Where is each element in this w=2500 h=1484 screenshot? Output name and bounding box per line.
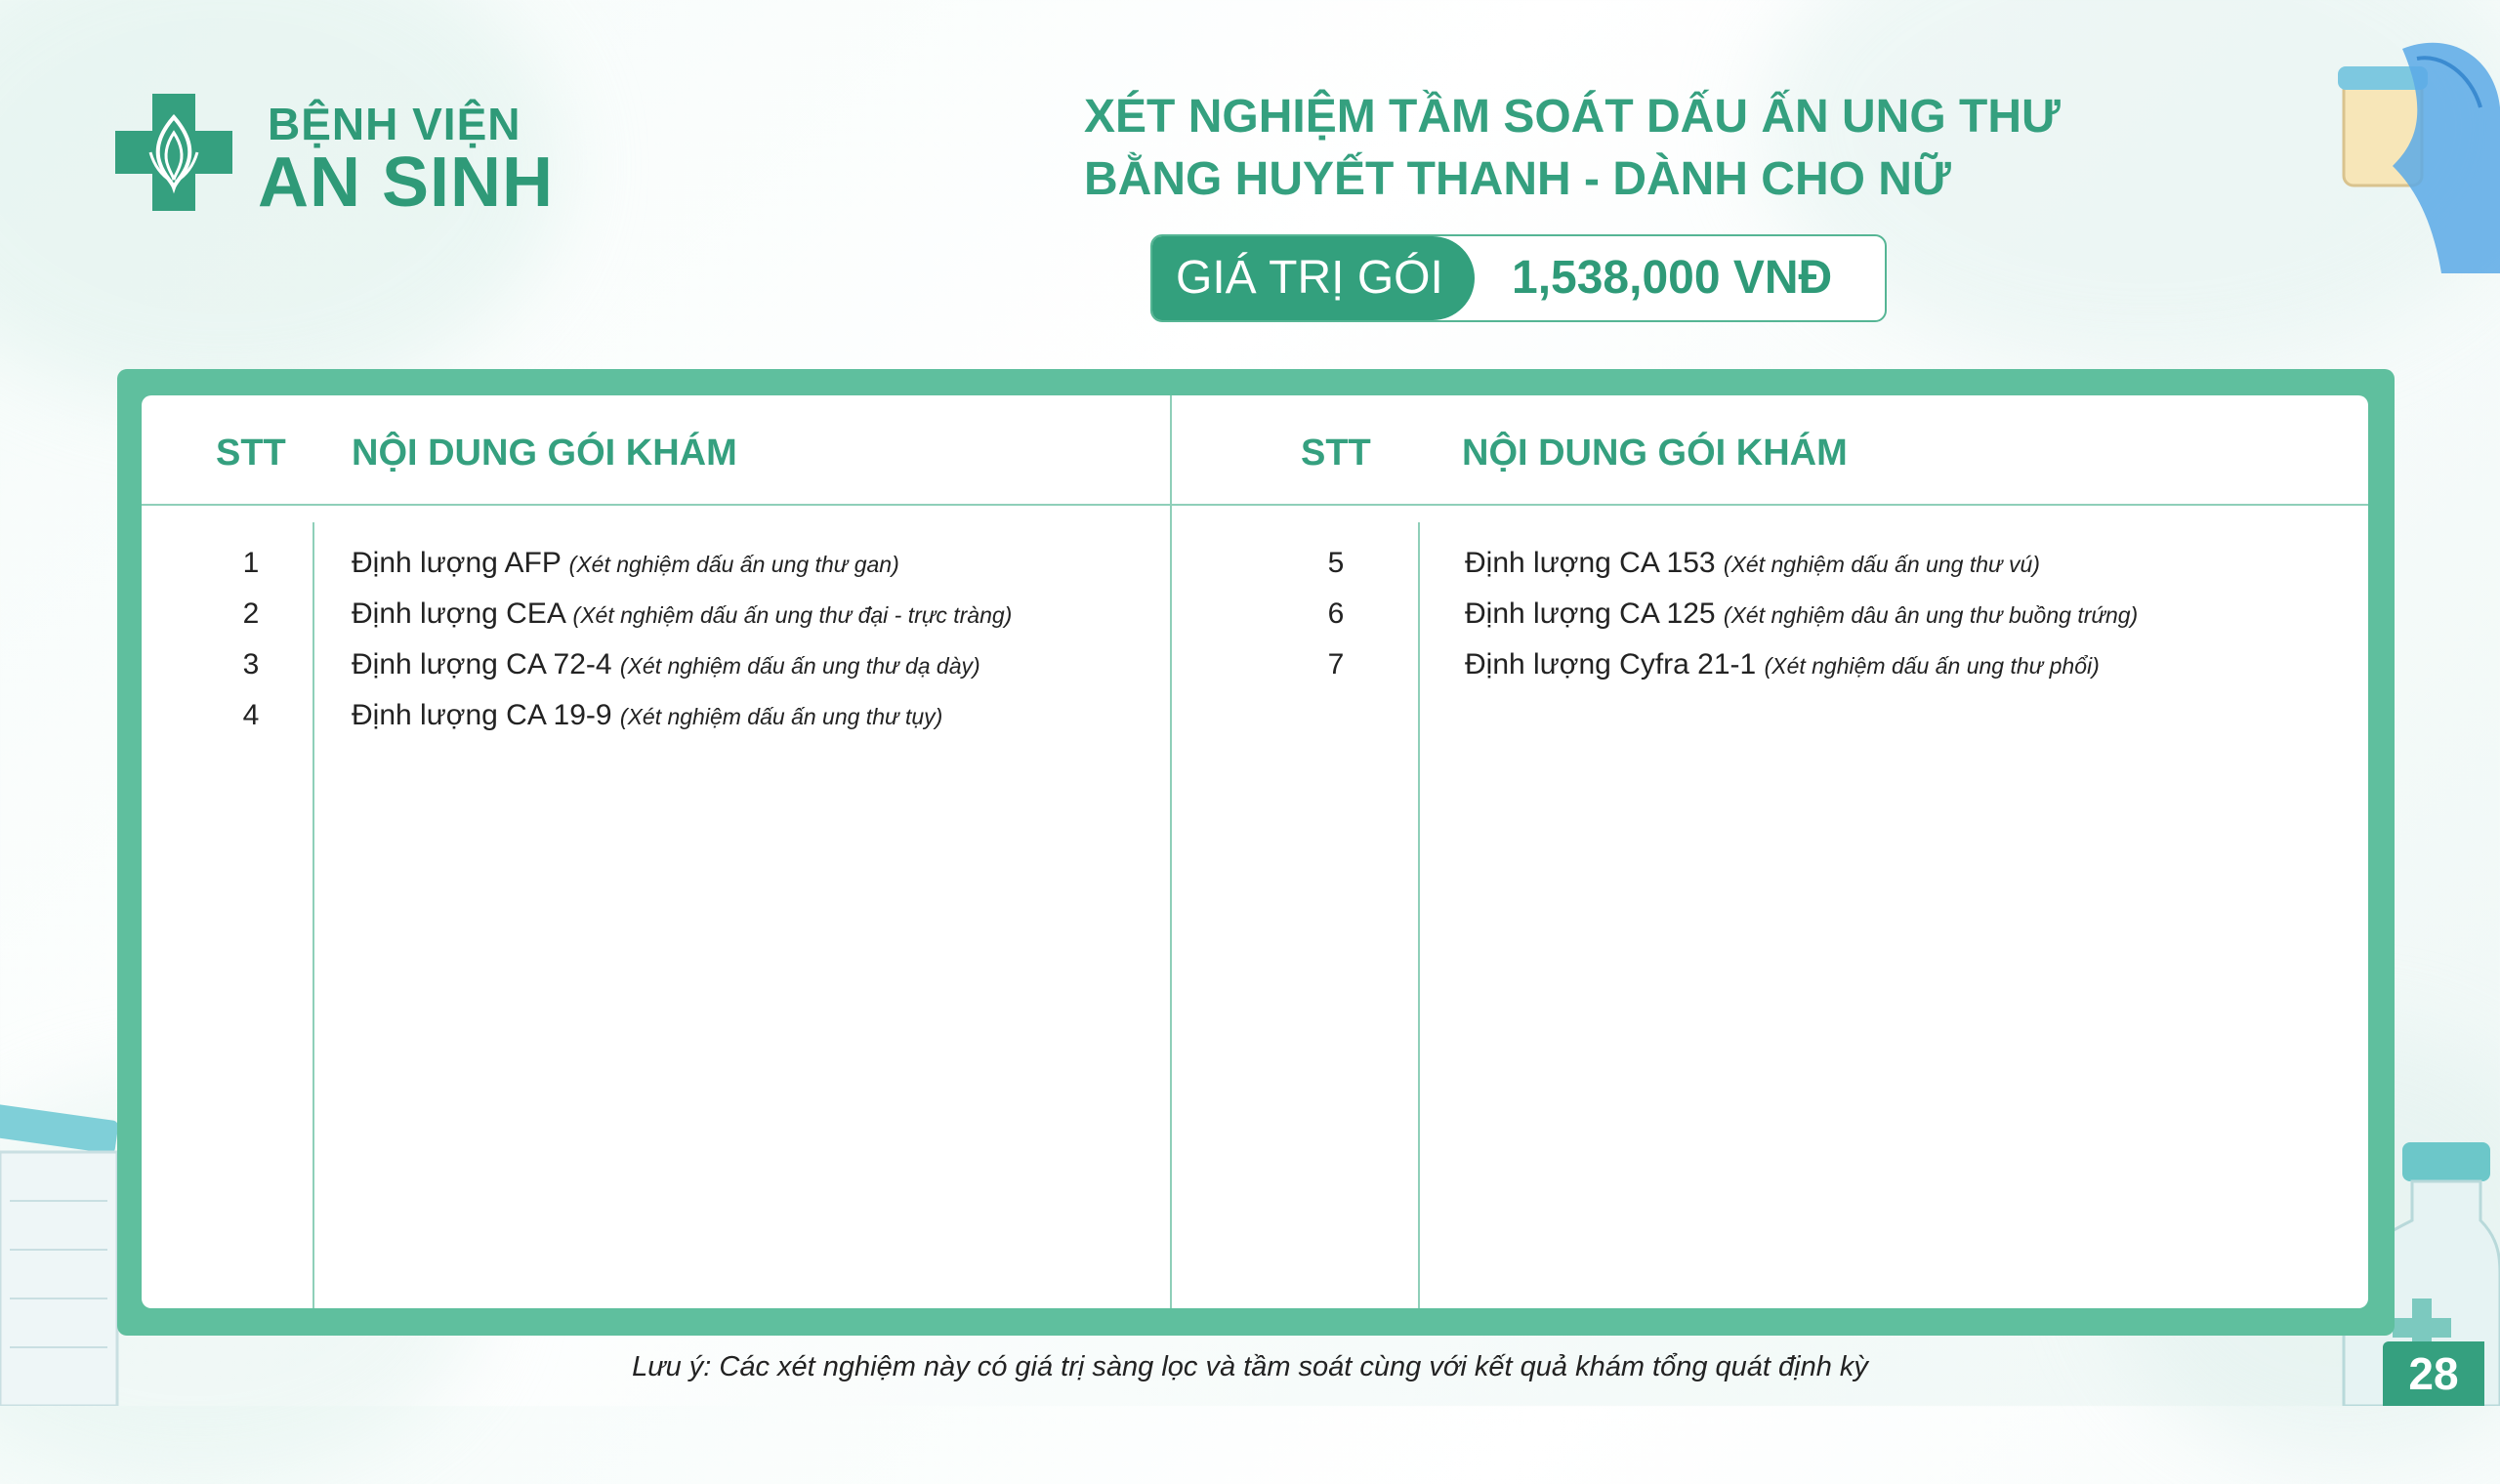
- logo-text-line2: AN SINH: [258, 144, 555, 222]
- header-stt-right: STT: [1301, 433, 1371, 474]
- price-label: GIÁ TRỊ GÓI: [1152, 236, 1475, 320]
- test-name: Định lượng CEA: [352, 598, 565, 630]
- row-number: 6: [1327, 598, 1345, 630]
- test-note: (Xét nghiệm dấu ấn ung thư phổi): [1764, 653, 2100, 679]
- row-number: 4: [242, 699, 260, 731]
- table-row: [1465, 648, 2100, 681]
- package-price-box: [1150, 234, 1887, 322]
- header-content-left: NỘI DUNG GÓI KHÁM: [352, 433, 737, 474]
- medical-cross-flame-icon: [115, 94, 232, 211]
- table-row: [352, 699, 942, 732]
- title-line2: BẰNG HUYẾT THANH - DÀNH CHO NỮ: [1084, 153, 1951, 205]
- package-table: [142, 395, 2368, 1308]
- test-name: Định lượng CA 19-9: [352, 699, 612, 731]
- test-note: (Xét nghiệm dấu ấn ung thư đại - trực tràng): [572, 602, 1013, 628]
- row-number: 1: [242, 547, 260, 579]
- price-value: 1,538,000 VNĐ: [1512, 252, 1833, 304]
- test-name: Định lượng AFP: [352, 547, 562, 579]
- row-number: 3: [242, 648, 260, 680]
- test-note: (Xét nghiệm dấu ấn ung thư dạ dày): [619, 653, 980, 679]
- test-note: (Xét nghiệm dấu ấn ung thư tụy): [619, 704, 943, 729]
- table-row: [1465, 547, 2040, 580]
- table-row: [352, 648, 980, 681]
- test-note: (Xét nghiệm dâu ân ung thư buồng trứng): [1723, 602, 2139, 628]
- test-name: Định lượng CA 72-4: [352, 648, 612, 680]
- center-divider: [1170, 395, 1172, 1308]
- hospital-logo: [115, 94, 584, 221]
- page-title: [1084, 86, 2256, 211]
- row-number: 5: [1327, 547, 1345, 579]
- right-stt-divider: [1418, 522, 1420, 1308]
- table-row: [352, 547, 899, 580]
- table-row: [1465, 598, 2138, 631]
- test-note: (Xét nghiệm dấu ấn ung thư gan): [568, 552, 899, 577]
- left-stt-divider: [312, 522, 314, 1308]
- gloved-hand-vial-icon: [2324, 20, 2500, 273]
- row-number: 7: [1327, 648, 1345, 680]
- header-stt-left: STT: [216, 433, 286, 474]
- table-row: [352, 598, 1012, 631]
- test-name: Định lượng CA 153: [1465, 547, 1716, 579]
- title-line1: XÉT NGHIỆM TẦM SOÁT DẤU ẤN UNG THƯ: [1084, 91, 2061, 143]
- page-number: 28: [2383, 1341, 2484, 1406]
- test-note: (Xét nghiệm dấu ấn ung thư vú): [1723, 552, 2040, 577]
- test-name: Định lượng Cyfra 21-1: [1465, 648, 1757, 680]
- header-divider: [142, 504, 2368, 506]
- logo-text-line1: BỆNH VIỆN: [268, 99, 521, 149]
- test-name: Định lượng CA 125: [1465, 598, 1716, 630]
- header-content-right: NỘI DUNG GÓI KHÁM: [1462, 433, 1848, 474]
- row-number: 2: [242, 598, 260, 630]
- footnote: Lưu ý: Các xét nghiệm này có giá trị sàng lọc và tầm soát cùng với kết quả khám tổng quát định kỳ: [632, 1351, 1868, 1382]
